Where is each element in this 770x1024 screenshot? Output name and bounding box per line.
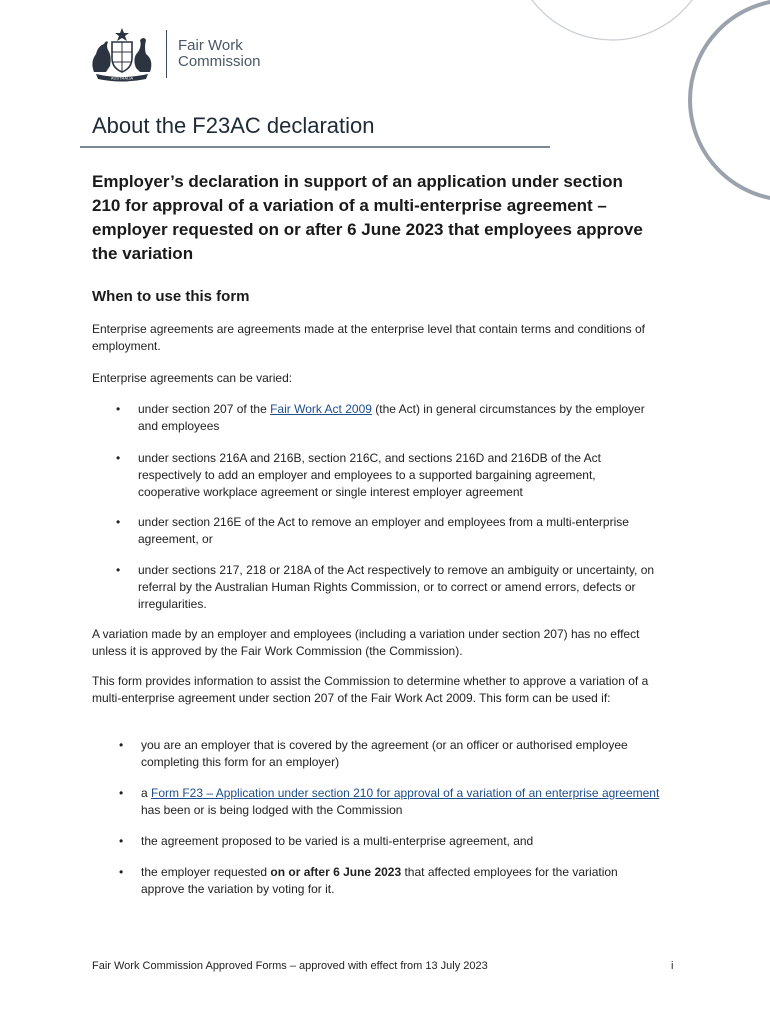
list-item: • under section 216E of the Act to remove an employer and employees from a multi-enterprise agreement, or — [116, 515, 629, 546]
crest-ribbon-text: AUSTRALIA — [110, 75, 134, 81]
bullet-icon: • — [119, 786, 124, 800]
page-footer: Fair Work Commission Approved Forms – approved with effect from 13 July 2023 — [92, 960, 488, 972]
paragraph-intro: Enterprise agreements are agreements made at the enterprise level that contain terms and conditions of employment. — [92, 322, 645, 353]
list-item: • the employer requested on or after 6 June 2023 that affected employees for the variation approve the variation by voting for it. — [119, 865, 618, 896]
org-name-line2: Commission — [178, 53, 261, 70]
org-name-line1: Fair Work — [178, 37, 243, 54]
list-item: • under section 207 of the Fair Work Act 2009 (the Act) in general circumstances by the employer and employees — [116, 402, 645, 433]
document-title: About the F23AC declaration — [92, 113, 375, 138]
page-number: i — [671, 960, 674, 972]
list-item: • under sections 216A and 216B, section 216C, and sections 216D and 216DB of the Act respectively to add an employer and employees to a supported bargaining agreement, cooperative workplace agreement or single interest employer agreement — [116, 451, 601, 499]
paragraph-variation-effect: A variation made by an employer and employees (including a variation under section 207) has no effect unless it is approved by the Fair Work Commission (the Commission). — [92, 627, 640, 658]
bullet-icon: • — [116, 515, 121, 529]
bullet-icon: • — [119, 834, 124, 848]
commonwealth-crest-logo — [86, 26, 158, 82]
list-item: • under sections 217, 218 or 218A of the Act respectively to remove an ambiguity or uncertainty, on referral by the Australian Human Rights Commission, or to correct or amend errors, defects or irregularities. — [116, 563, 655, 611]
list-item: • a Form F23 – Application under section 210 for approval of a variation of an enterprise agreement has been or is being lodged with the Commission — [119, 786, 660, 817]
bullet-icon: • — [116, 451, 121, 465]
document-subtitle: Employer’s declaration in support of an application under section 210 for approval of a variation of a multi-enterprise agreement – employer requested on or after 6 June 2023 that employees approve the variation — [92, 172, 643, 263]
bullet-icon: • — [119, 738, 124, 752]
list-item: • the agreement proposed to be varied is a multi-enterprise agreement, and — [119, 834, 534, 848]
bullet-icon: • — [119, 865, 124, 879]
fair-work-act-link[interactable]: Fair Work Act 2009 — [270, 402, 372, 416]
list-item: • you are an employer that is covered by the agreement (or an officer or authorised employee completing this form for an employer) — [119, 738, 628, 769]
paragraph-form-purpose: This form provides information to assist the Commission to determine whether to approve a variation of a multi-enterprise agreement under section 207 of the Fair Work Act 2009. This form can be used if: — [92, 674, 649, 705]
organisation-name — [178, 38, 261, 70]
title-underline — [80, 146, 550, 148]
section-heading: When to use this form — [92, 288, 250, 305]
bullet-icon: • — [116, 563, 121, 577]
bullet-icon: • — [116, 402, 121, 416]
paragraph-can-be-varied: Enterprise agreements can be varied: — [92, 371, 293, 385]
form-f23-link[interactable]: Form F23 – Application under section 210 for approval of a variation of an enterprise agreement — [151, 786, 660, 800]
logo-divider — [166, 30, 167, 78]
